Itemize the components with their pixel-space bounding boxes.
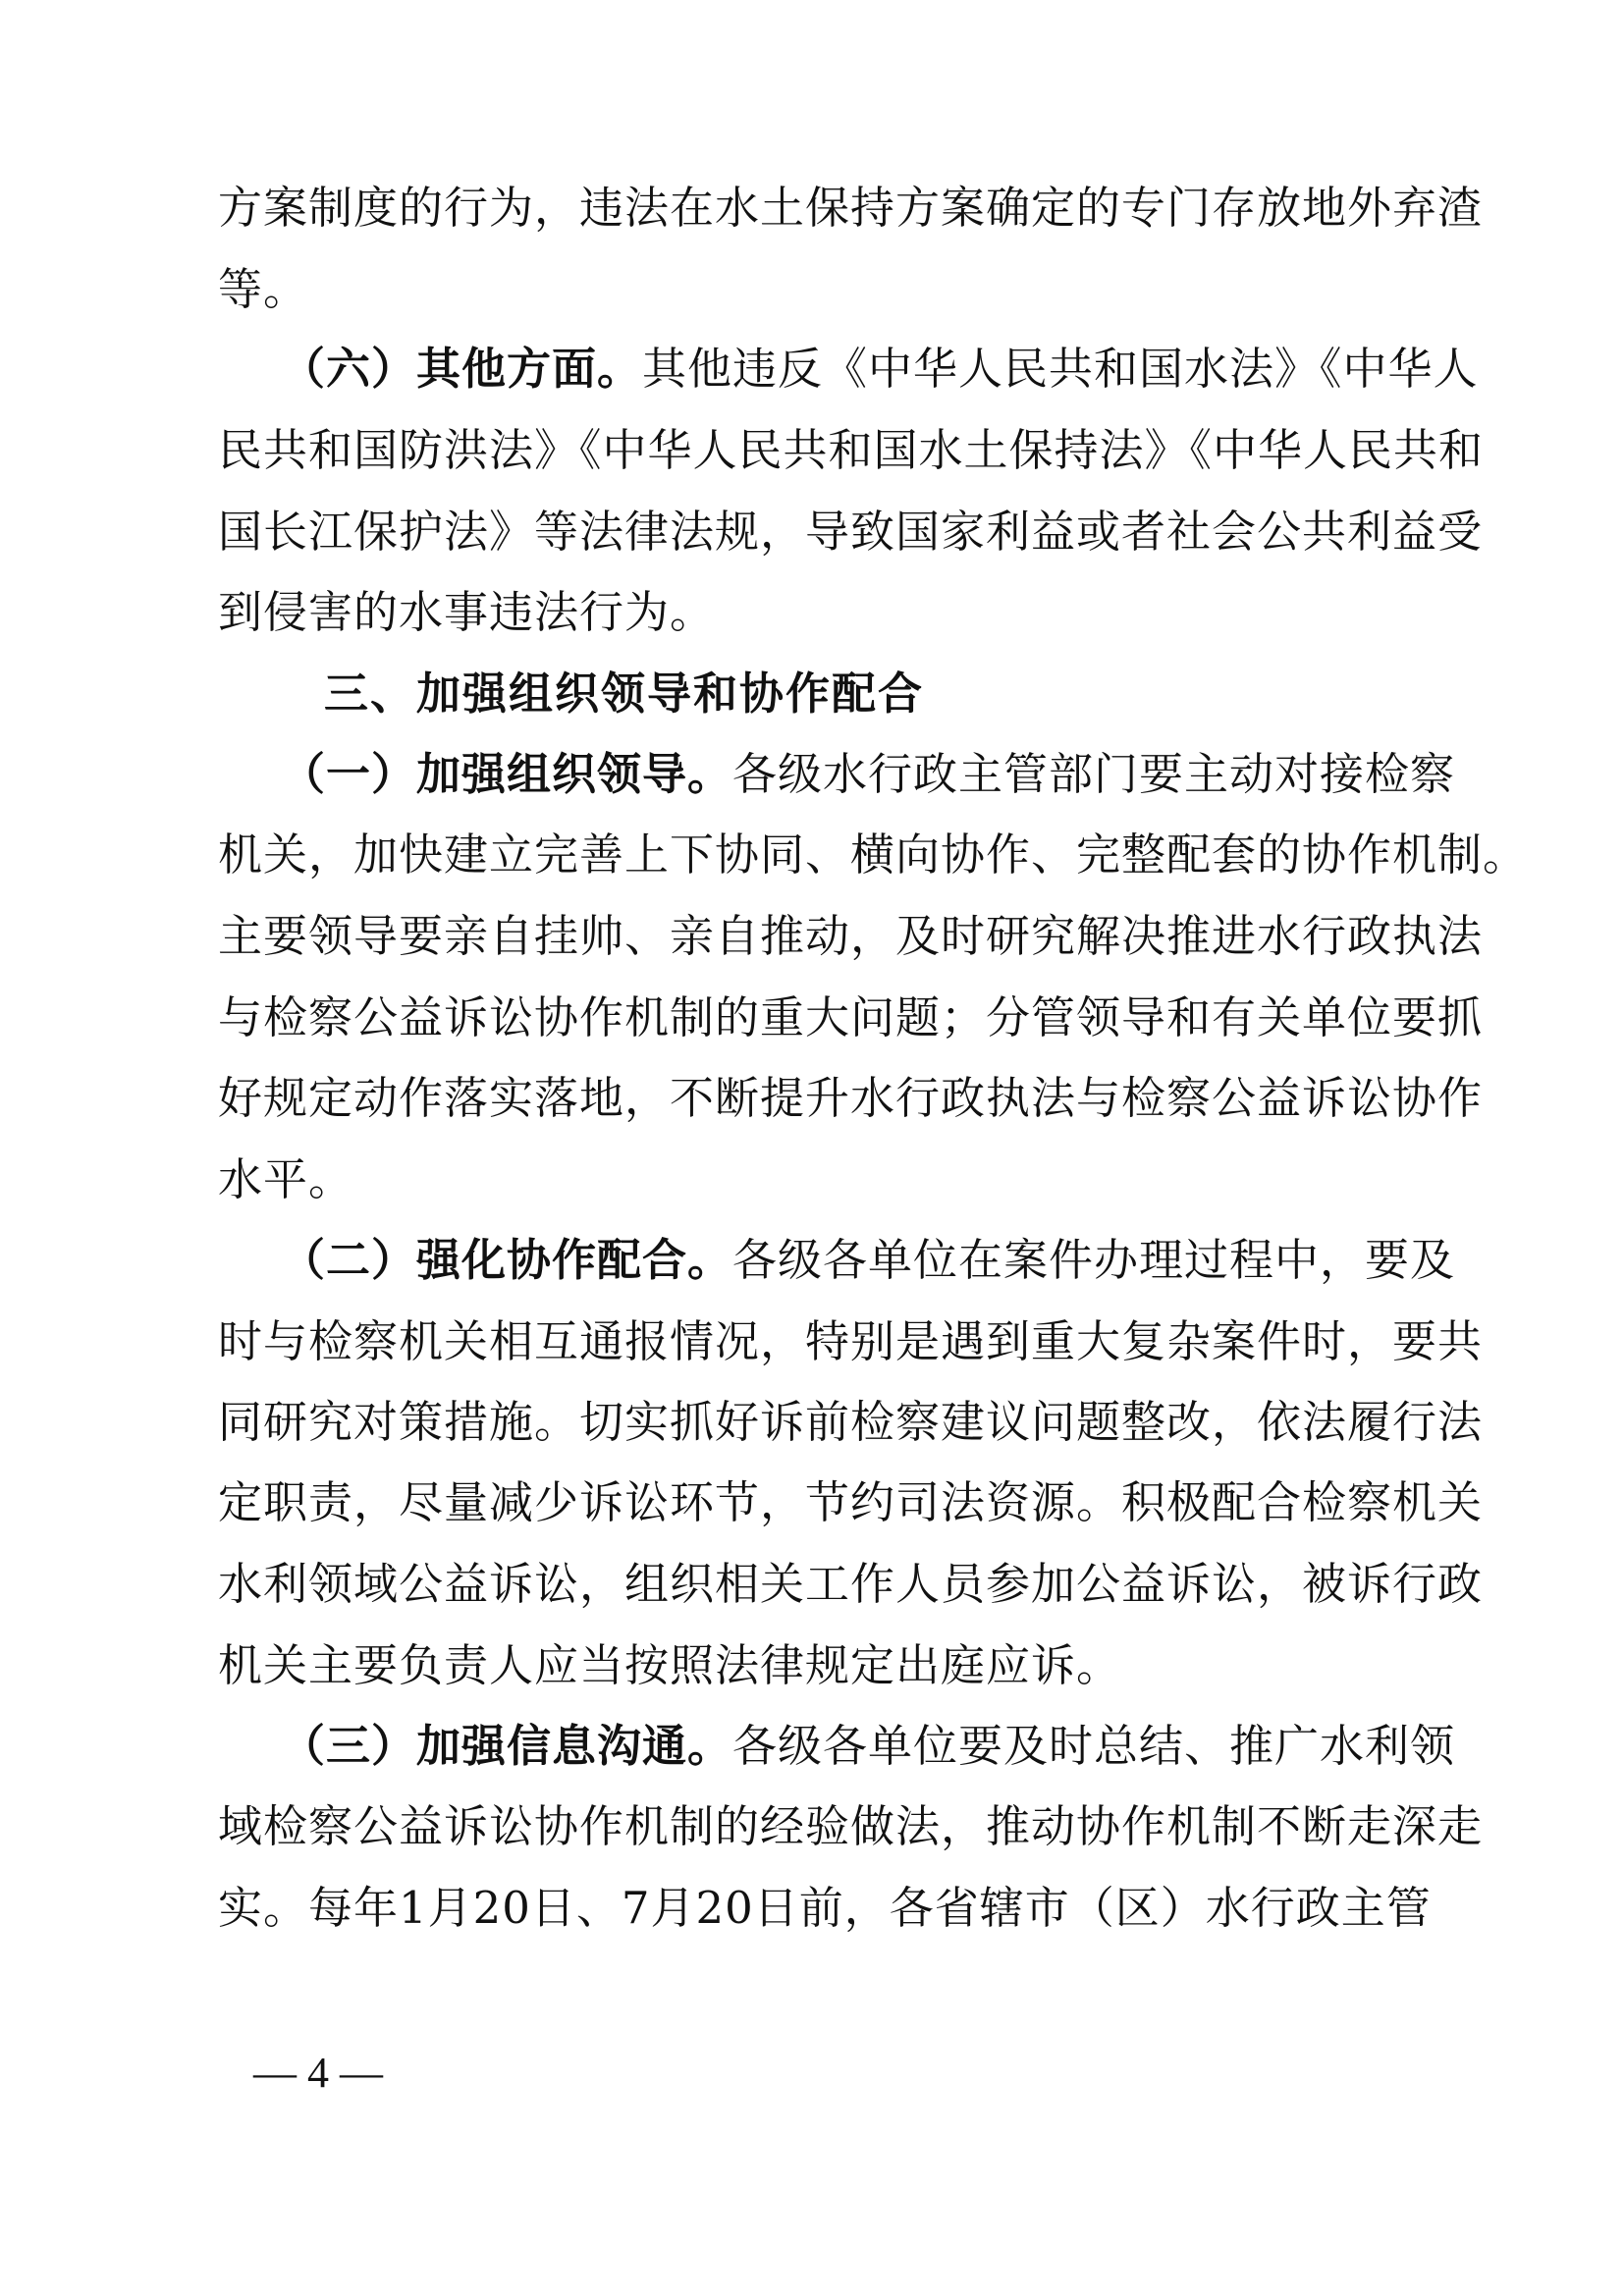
body-text-line: 与检察公益诉讼协作机制的重大问题；分管领导和有关单位要抓 <box>218 991 1484 1043</box>
section-heading: 三、加强组织领导和协作配合 <box>324 667 925 720</box>
body-text: 各级水行政主管部门要主动对接检察 <box>732 748 1456 800</box>
body-text: 各级各单位要及时总结、推广水利领 <box>732 1720 1456 1772</box>
section-paragraph-two <box>218 1231 1456 1290</box>
body-text-line: 到侵害的水事违法行为。 <box>218 586 716 638</box>
body-text-line: 等。 <box>218 263 309 315</box>
body-text-line: 主要领导要亲自挂帅、亲自推动，及时研究解决推进水行政执法 <box>218 910 1484 962</box>
body-text-line: 域检察公益诉讼协作机制的经验做法，推动协作机制不断走深走 <box>218 1800 1484 1852</box>
body-text-line: 国长江保护法》等法律法规，导致国家利益或者社会公共利益受 <box>218 506 1484 558</box>
body-text-line: 实。每年1月20日、7月20日前，各省辖市（区）水行政主管 <box>218 1882 1432 1934</box>
body-text-line: 好规定动作落实落地，不断提升水行政执法与检察公益诉讼协作 <box>218 1072 1484 1124</box>
body-text-line: 水利领域公益诉讼，组织相关工作人员参加公益诉讼，被诉行政 <box>218 1558 1484 1610</box>
body-text-line: 时与检察机关相互通报情况，特别是遇到重大复杂案件时，要共 <box>218 1315 1484 1367</box>
body-text-line: 定职责，尽量减少诉讼环节，节约司法资源。积极配合检察机关 <box>218 1476 1484 1528</box>
body-text-line: 同研究对策措施。切实抓好诉前检察建议问题整改，依法履行法 <box>218 1396 1484 1448</box>
body-text-line: 水平。 <box>218 1153 354 1205</box>
body-text-line: 方案制度的行为，违法在水土保持方案确定的专门存放地外弃渣 <box>218 182 1484 234</box>
paragraph-lead: （六）其他方面。 <box>281 343 643 395</box>
body-text-line: 民共和国防洪法》《中华人民共和国水土保持法》《中华人民共和 <box>218 424 1485 476</box>
paragraph-lead: （二）强化协作配合。 <box>281 1234 733 1286</box>
paragraph-lead: （三）加强信息沟通。 <box>281 1720 733 1772</box>
paragraph-lead: （一）加强组织领导。 <box>281 748 733 800</box>
section-paragraph-three <box>218 1717 1456 1776</box>
body-text: 其他违反《中华人民共和国水法》《中华人 <box>642 343 1479 395</box>
page-number: — 4 — <box>253 2049 383 2097</box>
body-text: 各级各单位在案件办理过程中，要及 <box>732 1234 1456 1286</box>
body-text-line: 机关，加快建立完善上下协同、横向协作、完整配套的协作机制。 <box>218 828 1529 881</box>
body-text-line: 机关主要负责人应当按照法律规定出庭应诉。 <box>218 1639 1122 1691</box>
section-paragraph-six <box>218 340 1479 399</box>
section-paragraph-one <box>218 745 1456 804</box>
